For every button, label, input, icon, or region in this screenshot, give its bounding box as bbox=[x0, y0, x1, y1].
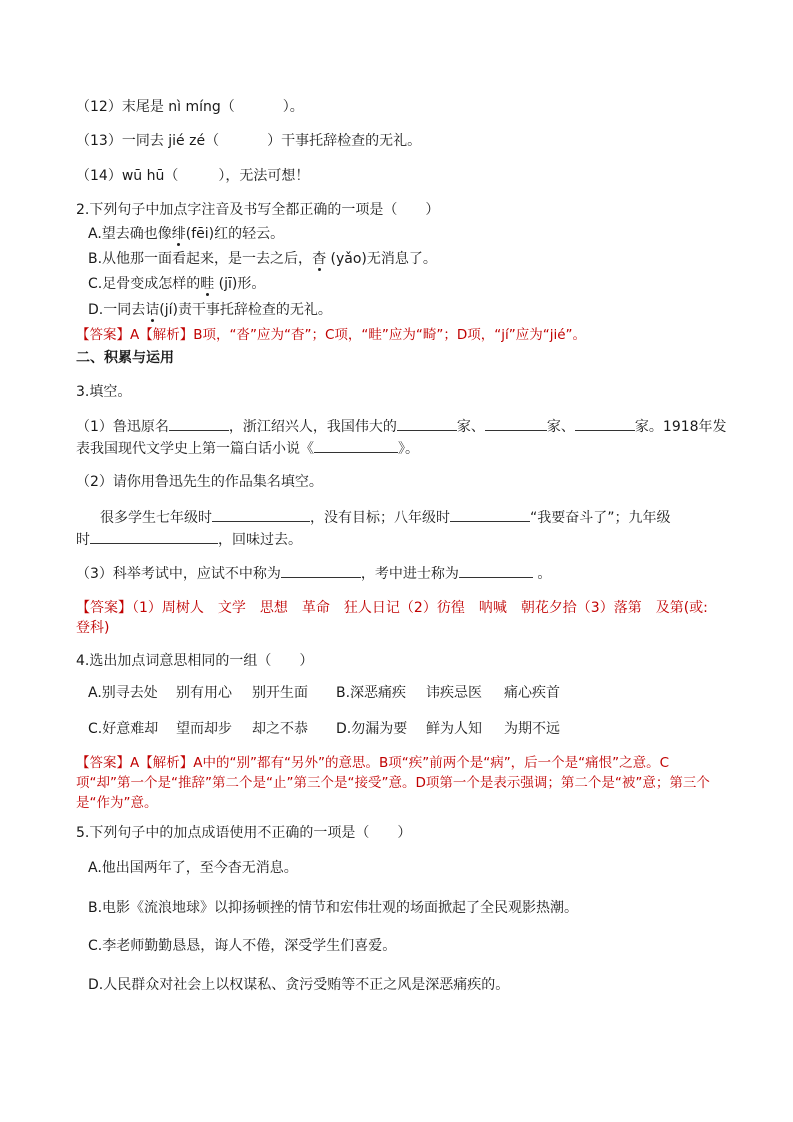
blank bbox=[314, 438, 398, 453]
question-3-part-3 bbox=[76, 563, 723, 584]
option-text: (jí)责干事托辞检查的无礼。 bbox=[159, 302, 332, 318]
question-2-option-c bbox=[88, 274, 723, 294]
fill-item-13 bbox=[76, 131, 723, 151]
text: ，考中进士称为 bbox=[360, 566, 459, 582]
option-word: C.好意难却 bbox=[88, 721, 159, 737]
fill-item-12 bbox=[76, 97, 723, 117]
question-3-part-2-line-1 bbox=[100, 507, 723, 528]
blank bbox=[90, 529, 218, 544]
item-number: （12） bbox=[76, 99, 122, 115]
option-word: 为期不远 bbox=[504, 721, 560, 737]
option-text: D.一同去 bbox=[88, 302, 146, 318]
question-3-stem: 3.填空。 bbox=[76, 384, 132, 400]
option-word: 鲜为人知 bbox=[426, 721, 482, 737]
text: 很多学生七年级时 bbox=[100, 510, 212, 526]
question-3-part-2: （2）请你用鲁迅先生的作品集名填空。 bbox=[76, 474, 323, 490]
option-word: 别有用心 bbox=[176, 685, 232, 701]
question-2-answer: 【答案】A【解析】B项，“沓”应为“杳”；C项，“畦”应为“畸”；D项，“jí”应为“jié”。 bbox=[76, 327, 587, 343]
option-text: (yǎo)无消息了。 bbox=[326, 251, 437, 267]
question-5-option-a: A.他出国两年了，至今杳无消息。 bbox=[88, 860, 298, 876]
text: ，回味过去。 bbox=[218, 532, 302, 548]
text: 时 bbox=[76, 532, 90, 548]
option-text: B.从他那一面看起来，是一去之后， bbox=[88, 251, 313, 267]
question-5-option-b: B.电影《流浪地球》以抑扬顿挫的情节和宏伟壮观的场面掀起了全民观影热潮。 bbox=[88, 900, 579, 916]
question-5-option-d: D.人民群众对社会上以权谋私、贪污受贿等不正之风是深恶痛疾的。 bbox=[88, 977, 510, 993]
section-title: 二、积累与运用 bbox=[76, 350, 174, 366]
blank bbox=[212, 507, 310, 522]
option-text: C.足骨变成怎样的 bbox=[88, 276, 201, 292]
text: 表我国现代文学史上第一篇白话小说《 bbox=[76, 441, 314, 457]
option-word: 讳疾忌医 bbox=[426, 685, 482, 701]
option-word: 别开生面 bbox=[252, 685, 308, 701]
option-word: 痛心疾首 bbox=[504, 685, 560, 701]
option-word: D.勿漏为要 bbox=[336, 721, 408, 737]
item-number: （14） bbox=[76, 168, 122, 184]
blank bbox=[281, 563, 361, 578]
question-5-option-c: C.李老师勤勤恳恳，诲人不倦，深受学生们喜爱。 bbox=[88, 938, 397, 954]
option-word: A.别寻去处 bbox=[88, 685, 158, 701]
item-text: ），无法可想！ bbox=[218, 168, 310, 184]
blank bbox=[450, 507, 530, 522]
fill-item-14 bbox=[76, 166, 723, 186]
text: （1）鲁迅原名 bbox=[76, 419, 169, 435]
question-4-row-1 bbox=[88, 683, 723, 703]
dotted-char: 诘 bbox=[145, 302, 160, 318]
answer-space bbox=[178, 166, 218, 180]
item-text: 一同去 jié zé（ bbox=[121, 133, 220, 149]
question-3-answer-line-2: 登科) bbox=[76, 620, 110, 636]
dotted-char: 畦 bbox=[200, 276, 215, 292]
text: 家。1918年发 bbox=[634, 419, 727, 435]
question-4-row-2 bbox=[88, 719, 723, 739]
text: 家、 bbox=[456, 419, 485, 435]
item-text: ）。 bbox=[282, 99, 304, 115]
item-text: 末尾是 nì míng（ bbox=[121, 99, 235, 115]
blank bbox=[485, 416, 547, 431]
option-word: 却之不恭 bbox=[252, 721, 308, 737]
question-2-option-a bbox=[88, 224, 723, 244]
question-2-stem: 2.下列句子中加点字注音及书写全都正确的一项是（ ） bbox=[76, 202, 440, 218]
option-word: 望而却步 bbox=[176, 721, 232, 737]
text: 家、 bbox=[546, 419, 575, 435]
item-text: wū hū（ bbox=[121, 168, 179, 184]
text: “我要奋斗了”；九年级 bbox=[530, 510, 671, 526]
option-text: (jī)形。 bbox=[214, 276, 266, 292]
text: ，没有目标；八年级时 bbox=[310, 510, 450, 526]
option-text: (fēi)红的轻云。 bbox=[185, 226, 285, 242]
dotted-char: 绯 bbox=[171, 226, 186, 242]
answer-space bbox=[235, 97, 283, 111]
blank bbox=[459, 563, 533, 578]
answer-space bbox=[219, 131, 267, 145]
option-text: A.望去确也像 bbox=[88, 226, 172, 242]
item-text: ）干事托辞检查的无礼。 bbox=[267, 133, 422, 149]
text: （3）科举考试中，应试不中称为 bbox=[76, 566, 281, 582]
question-2-option-b bbox=[88, 249, 723, 269]
question-3-answer: 【答案】（1）周树人 文学 思想 革命 狂人日记（2）彷徨 呐喊 朝花夕拾（3）落第 及第(或: bbox=[76, 600, 708, 616]
blank bbox=[169, 416, 229, 431]
option-word: B.深恶痛疾 bbox=[336, 685, 407, 701]
question-3-part-2-line-2 bbox=[76, 529, 723, 550]
text: 》。 bbox=[398, 441, 419, 457]
question-2-option-d bbox=[88, 300, 723, 320]
question-5-stem: 5.下列句子中的加点成语使用不正确的一项是（ ） bbox=[76, 825, 412, 841]
question-3-part-1-line-2 bbox=[76, 438, 723, 459]
blank bbox=[575, 416, 635, 431]
question-4-answer: 【答案】A【解析】A中的“别”都有“另外”的意思。B项“疾”前两个是“病”，后一个是“痛恨”之意。C项“却”第一个是“推辞”第二个是“止”第三个是“接受”意。D项第一个是表示强调；第二个是“被”意；第三个是“作为”意。 bbox=[76, 755, 710, 811]
text: 。 bbox=[537, 566, 552, 582]
question-4-stem: 4.选出加点词意思相同的一组（ ） bbox=[76, 653, 314, 669]
dotted-char: 杳 bbox=[312, 251, 327, 267]
question-3-part-1 bbox=[76, 416, 727, 437]
blank bbox=[397, 416, 457, 431]
item-number: （13） bbox=[76, 133, 122, 149]
text: ，浙江绍兴人，我国伟大的 bbox=[228, 419, 397, 435]
